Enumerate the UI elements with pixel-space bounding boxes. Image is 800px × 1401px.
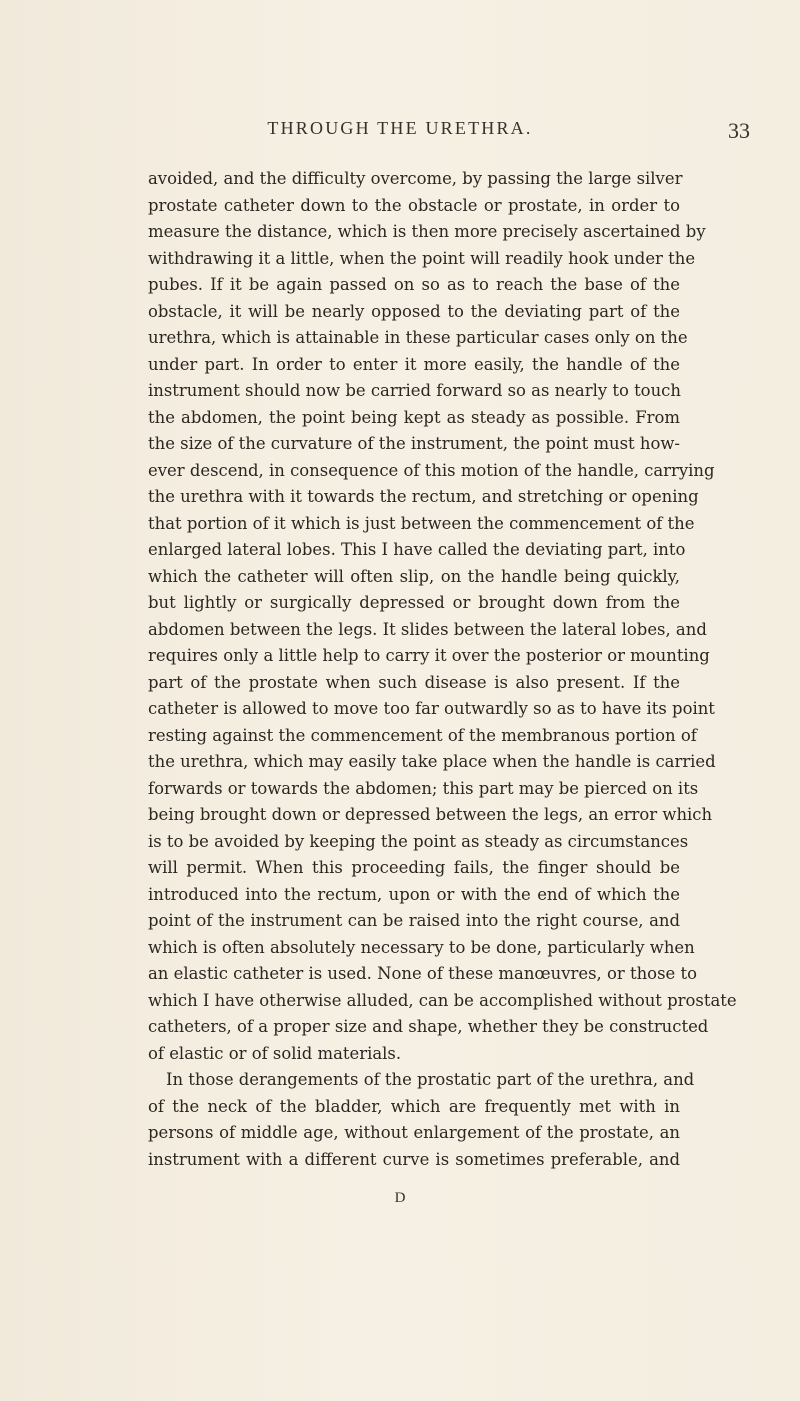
text-line: instrument with a different curve is sometimes preferable, and [148, 1149, 680, 1169]
text-line: being brought down or depressed between the legs, an error which [148, 805, 713, 824]
text-line: which the catheter will often slip, on the handle being quickly, [148, 566, 680, 586]
text-line: prostate catheter down to the obstacle or prostate, in order to [148, 195, 680, 215]
text-line: point of the instrument can be raised into the right course, and [148, 911, 680, 930]
text-line: catheters, of a proper size and shape, whether they be constructed [148, 1017, 709, 1036]
text-line: under part. In order to enter it more easily, the handle of the [148, 354, 680, 374]
text-line: withdrawing it a little, when the point will readily hook under the [148, 248, 696, 268]
text-line: that portion of it which is just between the commencement of the [148, 513, 695, 533]
text-line: catheter is allowed to move too far outwardly so as to have its point [148, 699, 715, 718]
text-line: introduced into the rectum, upon or with the end of which the [148, 884, 680, 904]
text-line: requires only a little help to carry it over the posterior or mounting [148, 646, 710, 665]
text-line: the size of the curvature of the instrument, the point must how- [148, 434, 680, 453]
text-line: ever descend, in consequence of this motion of the handle, carrying [148, 460, 715, 480]
text-line: obstacle, it will be nearly opposed to the deviating part of the [148, 301, 680, 321]
text-line: forwards or towards the abdomen; this part may be pierced on its [148, 778, 699, 798]
text-line: is to be avoided by keeping the point as steady as circumstances [148, 831, 689, 851]
text-line: the urethra with it towards the rectum, and stretching or opening [148, 487, 699, 506]
text-line: which is often absolutely necessary to be done, particularly when [148, 937, 695, 957]
text-line: enlarged lateral lobes. This I have called the deviating part, into [148, 540, 686, 559]
text-line: an elastic catheter is used. None of these manœuvres, or those to [148, 964, 697, 983]
text-line: persons of middle age, without enlargement of the prostate, an [148, 1123, 680, 1142]
text-line: avoided, and the difficulty overcome, by passing the large silver [148, 169, 683, 188]
text-line: but lightly or surgically depressed or brought down from the [148, 593, 680, 612]
text-line: measure the distance, which is then more precisely ascertained by [148, 222, 706, 241]
text-line: abdomen between the legs. It slides between the lateral lobes, and [148, 619, 707, 639]
text-line: which I have otherwise alluded, can be accomplished without prostate [148, 990, 737, 1010]
paragraph-end-line: of elastic or of solid materials. [148, 1043, 402, 1063]
running-head: THROUGH THE URETHRA. [267, 118, 533, 138]
signature-mark: D [394, 1190, 406, 1206]
text-line: will permit. When this proceeding fails, the finger should be [148, 858, 680, 877]
text-line: the urethra, which may easily take place when the handle is carried [148, 752, 716, 771]
text-line: instrument should now be carried forward so as nearly to touch [148, 381, 681, 400]
text-line: of the neck of the bladder, which are frequently met with in [148, 1096, 680, 1116]
page-number: 33 [728, 118, 750, 143]
text-line: urethra, which is attainable in these particular cases only on the [148, 328, 688, 347]
text-line: resting against the commencement of the membranous portion of [148, 725, 697, 745]
text-line: the abdomen, the point being kept as steady as possible. From [148, 407, 680, 427]
paragraph-start-line: In those derangements of the prostatic part of the urethra, and [166, 1070, 695, 1089]
text-line: pubes. If it be again passed on so as to reach the base of the [148, 275, 680, 294]
text-line: part of the prostate when such disease is also present. If the [148, 672, 680, 692]
page-header [0, 118, 800, 146]
body-text [148, 166, 737, 1173]
